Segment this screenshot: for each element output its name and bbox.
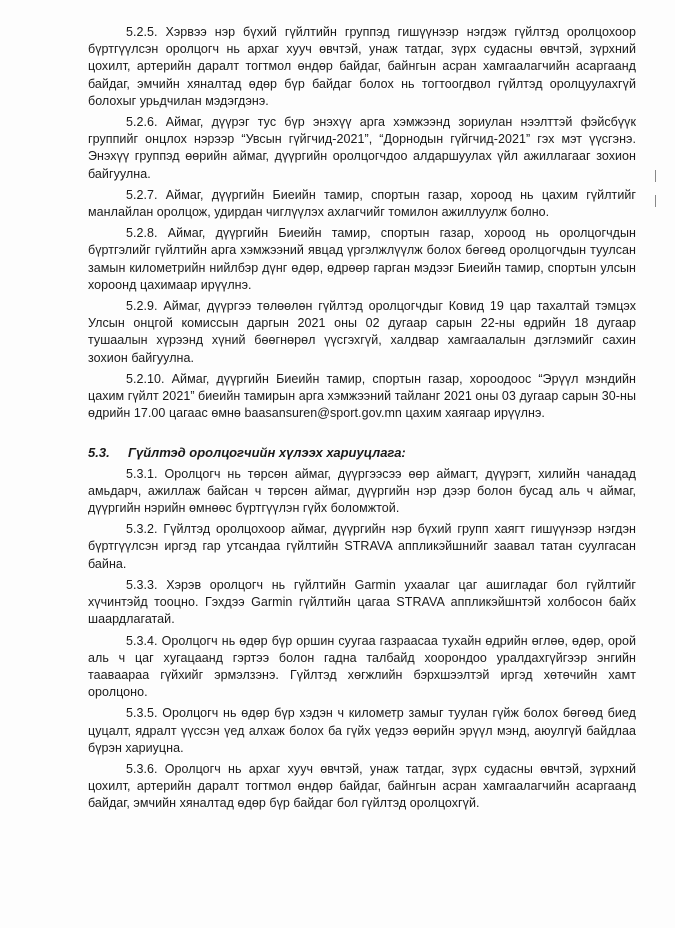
section-heading — [88, 444, 636, 461]
scan-margin-mark — [655, 170, 659, 182]
paragraph-5-2-7: 5.2.7. Аймаг, дүүргийн Биеийн тамир, спортын газар, хороод нь цахим гүйлтийг манлайлан оролцож, удирдан чиглүүлэх ахлагчийг томилон ажиллуулж болно. — [88, 187, 636, 220]
paragraph-5-3-5: 5.3.5. Оролцогч нь өдөр бүр хэдэн ч километр замыг туулан гүйж болох бөгөөд биед цуцалт, ядралт үүссэн үед алхаж болох ба гүйх үедээ өөрийн эрүүл мэнд, аюулгүй байдлаа бүрэн хариуцна. — [88, 706, 636, 755]
paragraph-5-3-4: 5.3.4. Оролцогч нь өдөр бүр оршин суугаа газраасаа тухайн өдрийн өглөө, өдөр, орой аль ч цаг хугацаанд гэртээ болон гадна талбайд хоорондоо уралдахгүйгээр энгийн тааваараа гүйхийг эрмэлзэнэ. Гүйлтэд хөгжлийн бэрхшээлтэй иргэд хөтөчийн хамт оролцоно. — [88, 633, 636, 700]
paragraph-5-3-2: 5.3.2. Гүйлтэд оролцохоор аймаг, дүүргийн нэр бүхий групп хаягт гишүүнээр нэгдэн бүртгүүлсэн иргэд гар утсандаа гүйлтийн STRAVA аппликэйшнийг заавал татан суулгасан байна. — [88, 522, 636, 571]
section-number: 5.3. — [88, 445, 110, 461]
paragraph-5-3-6: 5.3.6. Оролцогч нь архаг хууч өвчтэй, унаж татдаг, зүрх судасны өвчтэй, зүрхний цохилт, артерийн даралт тогтмол өндөр байдаг, байнгын асран хамгаалагчийн асаргаанд байдаг, эмчийн хяналтад өдөр бүр байдаг бол гүйлтэд оролцохгүй. — [88, 761, 636, 811]
paragraph-5-2-9: 5.2.9. Аймаг, дүүргээ төлөөлөн гүйлтэд оролцогчдыг Ковид 19 цар тахалтай тэмцэх Улсын онцгой комиссын даргын 2021 оны 02 дугаар сарын 22-ны өдрийн 18 дугаар тушаалын хүрээнд хүний бөөгнөрөл үүсгэхгүй, халдвар хамгаалалын дэглэмийг сахин зохион байгуулна. — [88, 299, 636, 365]
paragraph-5-3-3: 5.3.3. Хэрэв оролцогч нь гүйлтийн Garmin ухаалаг цаг ашигладаг бол гүйлтийг хүчинтэйд тооцно. Гэхдээ Garmin гүйлтийн цагаа STRAVA аппликэйшнтэй холбосон байх шаардлагатай. — [88, 577, 636, 627]
paragraph-5-2-8: 5.2.8. Аймаг, дүүргийн Биеийн тамир, спортын газар, хороод нь оролцогчдын бүртгэлийг гүйлтийн арга хэмжээний явцад үргэлжлүүлж болох бөгөөд оролцогчдын туулсан замын километрийн нийлбэр дүнг өдөр, өдрөөр гарган мэдээг Биеийн тамир, спортын улсын хороонд цахимаар ирүүлнэ. — [88, 226, 636, 292]
paragraph-5-2-6: 5.2.6. Аймаг, дүүрэг тус бүр энэхүү арга хэмжээнд зориулан нээлттэй фэйсбүүк группийг онцлох нэрээр “Увсын гүйгчид-2021”, “Дорнодын гүйгчид-2021” гэх мэт үүсгэнэ. Энэхүү группэд өөрийн аймаг, дүүргийн оролцогчдоо алдаршуулах үйл ажиллагааг зохион байгуулна. — [88, 115, 636, 181]
paragraph-5-2-5: 5.2.5. Хэрвээ нэр бүхий гүйлтийн группэд гишүүнээр нэгдэж гүйлтэд оролцохоор бүртгүүлсэн оролцогч нь архаг хууч өвчтэй, унаж татдаг, зүрх судасны өвчтэй, зүрхний цохилт, артерийн даралт тогтмол өндөр байдаг, байнгын асран хамгаалагчийн асаргаанд байдаг, эмчийн хяналтад өдөр бүр байдаг болох нь тогтоогдвол гүйлтэд оролцуулахгүй болохыг урьдчилан мэдэгдэнэ. — [88, 25, 636, 108]
scan-margin-mark — [655, 195, 659, 207]
section-title: Гүйлтэд оролцогчийн хүлээх хариуцлага: — [128, 445, 406, 461]
paragraph-5-3-1: 5.3.1. Оролцогч нь төрсөн аймаг, дүүргээсээ өөр аймагт, дүүрэгт, хилийн чанадад амьдарч, ажиллаж байсан ч төрсөн аймаг, дүүргийн нэр дээр болон бусад аль ч аймаг, дүүргийн нэрийн өмнөөс бүртгүүлэн гүйх боломжтой. — [88, 466, 636, 516]
document-body — [88, 24, 636, 817]
paragraph-5-2-10: 5.2.10. Аймаг, дүүргийн Биеийн тамир, спортын газар, хороодоос “Эрүүл мэндийн цахим гүйлт 2021” биеийн тамирын арга хэмжээний тайланг 2021 оны 03 дугаар сарын 30-ны өдрийн 17.00 цагаас өмнө baasansuren@sport.gov.mn цахим хаягаар ирүүлнэ. — [88, 371, 636, 421]
